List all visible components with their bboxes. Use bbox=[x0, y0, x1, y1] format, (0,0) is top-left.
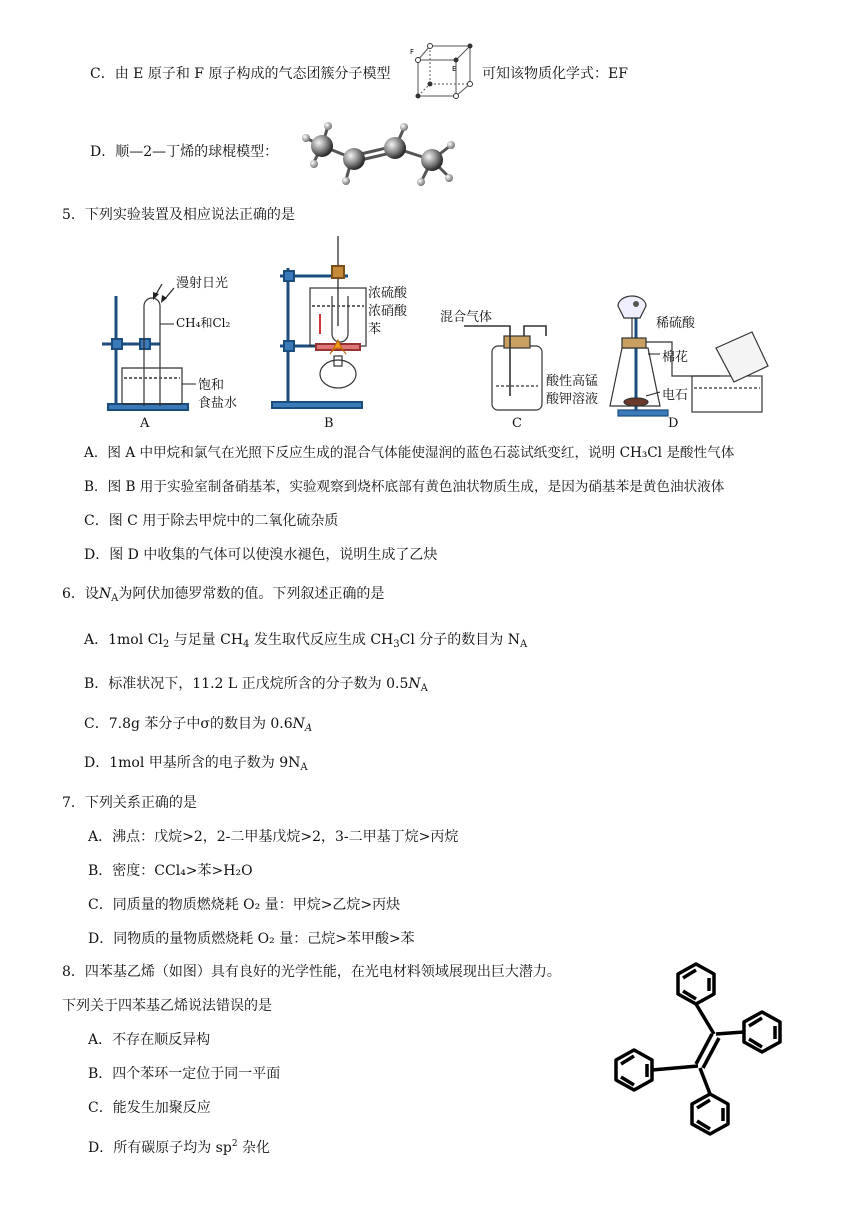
q5-option-d: D．图 D 中收集的气体可以使溴水褪色，说明生成了乙炔 bbox=[84, 547, 438, 563]
q4-option-c-conclusion: 可知该物质化学式：EF bbox=[482, 66, 628, 82]
q6-option-b: B．标准状况下，11.2 L 正戊烷所含的分子数为 $0.5N_A$ bbox=[84, 676, 428, 694]
q5-option-a: A．图 A 中甲烷和氯气在光照下反应生成的混合气体能使湿润的蓝色石蕊试纸变红，说明 CH₃Cl 是酸性气体 bbox=[84, 445, 735, 461]
fig-a-light-label: 漫射日光 bbox=[176, 276, 229, 291]
q8-stem-line2: 下列关于四苯基乙烯说法错误的是 bbox=[62, 998, 272, 1014]
q8-option-d: D．所有碳原子均为 $sp^2$ 杂化 bbox=[88, 1139, 271, 1156]
fig-caption-d: D bbox=[668, 416, 679, 431]
fig-c-solution-label-2: 酸钾溶液 bbox=[546, 392, 599, 407]
q5-apparatus-figure bbox=[100, 236, 800, 434]
fig-caption-c: C bbox=[512, 416, 522, 431]
cis-2-butene-ball-stick-model bbox=[300, 118, 470, 190]
q7-option-a: A．沸点：戊烷>2，2-二甲基戊烷>2，3-二甲基丁烷>丙烷 bbox=[88, 829, 459, 845]
fig-d-acid-label: 稀硫酸 bbox=[656, 316, 696, 331]
q8-option-c: C．能发生加聚反应 bbox=[88, 1100, 211, 1116]
q8-option-a: A．不存在顺反异构 bbox=[88, 1032, 211, 1048]
q6-option-d: D．1mol 甲基所含的电子数为 $9N_A$ bbox=[84, 755, 308, 773]
q8-stem-line1: 8．四苯基乙烯（如图）具有良好的光学性能，在光电材料领域展现出巨大潜力。 bbox=[62, 964, 561, 980]
fig-a-gas-label: CH₄和Cl₂ bbox=[176, 316, 231, 330]
fig-b-benzene-label: 苯 bbox=[368, 322, 382, 337]
q4-option-c-text: C．由 E 原子和 F 原子构成的气态团簇分子模型 bbox=[90, 66, 391, 82]
tetraphenylethylene-structure bbox=[604, 960, 804, 1144]
q6-option-c: C．7.8g 苯分子中σ的数目为 $0.6N_A$ bbox=[84, 716, 313, 734]
q6-option-a: A．1mol $Cl_2$ 与足量 $CH_4$ 发生取代反应生成 $CH_3Cl$ 分子的数目为 $N_A$ bbox=[84, 632, 528, 650]
fig-caption-a: A bbox=[140, 416, 150, 431]
q5-option-c: C．图 C 用于除去甲烷中的二氧化硫杂质 bbox=[84, 513, 339, 529]
cube-label-f: F bbox=[410, 48, 415, 56]
apparatus-c bbox=[464, 326, 546, 410]
q5-option-b: B．图 B 用于实验室制备硝基苯，实验观察到烧杯底部有黄色油状物质生成，是因为硝基苯是黄色油状液体 bbox=[84, 479, 725, 495]
fig-c-solution-label-1: 酸性高锰 bbox=[546, 374, 599, 389]
cluster-cube-model bbox=[410, 38, 480, 106]
fig-d-cotton-label: 棉花 bbox=[662, 350, 689, 365]
q8-option-b: B．四个苯环一定位于同一平面 bbox=[88, 1066, 281, 1082]
q7-option-d: D．同物质的量物质燃烧耗 O₂ 量：己烷>苯甲酸>苯 bbox=[88, 931, 415, 947]
fig-d-carbide-label: 电石 bbox=[662, 388, 689, 403]
fig-b-h2so4-label: 浓硫酸 bbox=[368, 286, 408, 301]
fig-b-hno3-label: 浓硝酸 bbox=[368, 304, 408, 319]
fig-a-brine-label: 食盐水 bbox=[198, 396, 238, 411]
q7-stem: 7．下列关系正确的是 bbox=[62, 795, 197, 811]
q7-option-b: B．密度：CCl₄>苯>H₂O bbox=[88, 863, 253, 879]
q5-stem: 5．下列实验装置及相应说法正确的是 bbox=[62, 207, 295, 223]
fig-caption-b: B bbox=[324, 416, 334, 431]
fig-c-gas-label: 混合气体 bbox=[440, 310, 493, 325]
q4-option-d-text: D．顺—2—丁烯的球棍模型： bbox=[90, 144, 279, 160]
fig-a-saturated-label: 饱和 bbox=[198, 378, 225, 393]
q7-option-c: C．同质量的物质燃烧耗 O₂ 量：甲烷>乙烷>丙炔 bbox=[88, 897, 401, 913]
cube-label-e: E bbox=[452, 65, 457, 73]
apparatus-b bbox=[272, 236, 366, 408]
q6-stem: 6．设$N_A$为阿伏加德罗常数的值。下列叙述正确的是 bbox=[62, 586, 385, 604]
